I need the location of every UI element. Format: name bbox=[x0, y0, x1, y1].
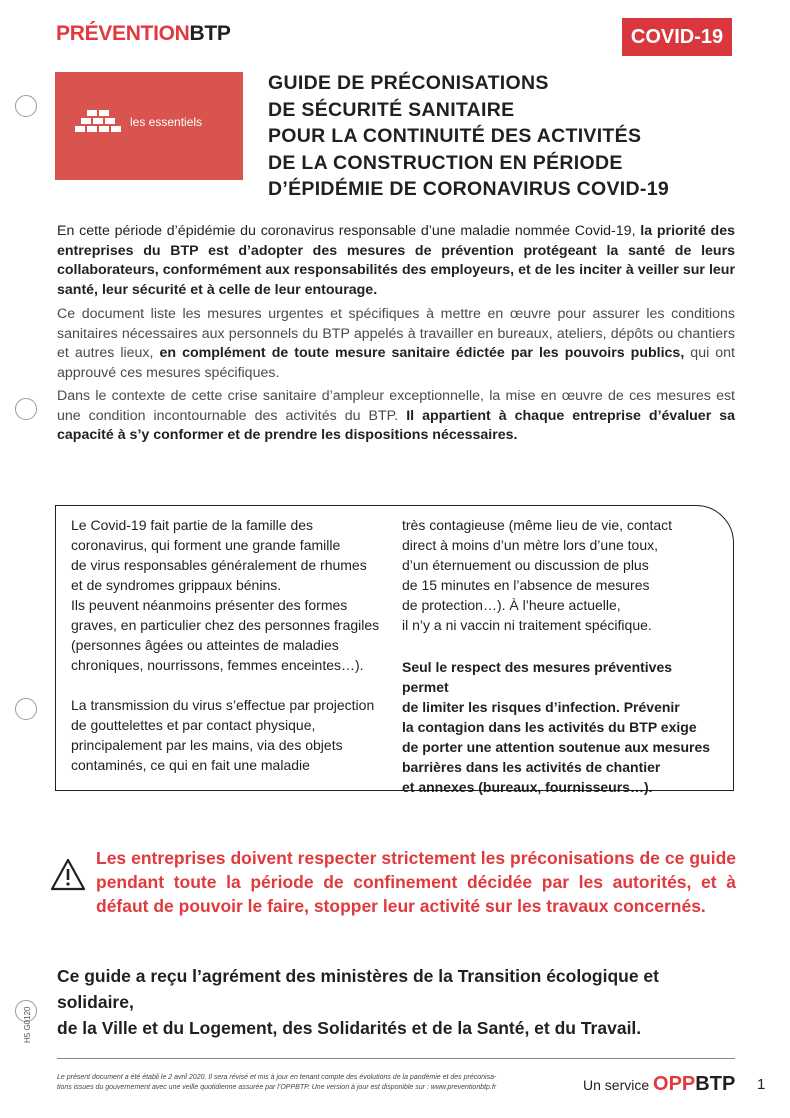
info-line: et de syndromes grippaux bénins. bbox=[71, 577, 282, 593]
essentiels-box bbox=[55, 72, 243, 180]
info-bold-line: Seul le respect des mesures préventives permet bbox=[402, 659, 673, 695]
essentiels-label: les essentiels bbox=[130, 115, 203, 129]
intro-p1-bold: la priorité des entreprises du BTP est d’adopter des mesures de prévention protégeant la santé de leurs collaborateurs, conformément aux responsabilités des employeurs, et de les inciter à veiller sur leur santé, leur sécurité et à celle de leur entourage. bbox=[57, 223, 735, 298]
warning-icon bbox=[50, 857, 86, 893]
info-line: graves, en particulier chez des personnes fragiles bbox=[71, 617, 380, 633]
info-line: direct à moins d’un mètre lors d’une toux, bbox=[402, 537, 659, 553]
footer-note bbox=[57, 1073, 577, 1093]
footer-divider bbox=[57, 1058, 735, 1059]
intro-p3-text: Dans le contexte de cette crise sanitaire d’ampleur exceptionnelle, la mise en œuvre de ces mesures est une condition incontournable des activités du BTP. bbox=[57, 388, 735, 424]
footer-note-line: Le présent document a été établi le 2 avril 2020. Il sera révisé et mis à jour en tenant compte des évolutions de la pandémie et des préconisa- bbox=[57, 1074, 497, 1081]
info-line: contaminés, ce qui en fait une maladie bbox=[71, 757, 310, 773]
info-bold-block bbox=[402, 657, 720, 797]
title-line: D’ÉPIDÉMIE DE CORONAVIRUS COVID-19 bbox=[268, 178, 669, 200]
agrement-line: Ce guide a reçu l’agrément des ministères de la Transition écologique et solidaire, bbox=[57, 966, 659, 1012]
agrement-text bbox=[57, 963, 737, 1041]
info-line-blank bbox=[71, 675, 386, 695]
title-line: POUR LA CONTINUITÉ DES ACTIVITÉS bbox=[268, 125, 642, 147]
info-line: de protection…). À l’heure actuelle, bbox=[402, 597, 621, 613]
info-bold-line: de limiter les risques d’infection. Prévenir bbox=[402, 699, 680, 715]
footer-note-line: tions issues du gouvernement avec une veille quotidienne assurée par l’OPPBTP. Une version à jour est disponible sur : www.preventionbtp.fr bbox=[57, 1084, 497, 1091]
intro-paragraph-1 bbox=[57, 222, 735, 300]
info-line: de virus responsables généralement de rhumes bbox=[71, 557, 367, 573]
binder-hole-1 bbox=[15, 95, 37, 117]
intro-p1-text: En cette période d’épidémie du coronavirus responsable d’une maladie nommée Covid-19, bbox=[57, 223, 641, 239]
bricks-icon bbox=[73, 110, 123, 142]
intro-p2-bold: en complément de toute mesure sanitaire édictée par les pouvoirs publics, bbox=[159, 345, 685, 361]
binder-hole-3 bbox=[15, 698, 37, 720]
info-line: (personnes âgées ou atteintes de maladies bbox=[71, 637, 339, 653]
oppbtp-logo-part1: OPP bbox=[653, 1073, 696, 1095]
info-line: de gouttelettes et par contact physique, bbox=[71, 717, 316, 733]
info-line: La transmission du virus s’effectue par projection bbox=[71, 697, 375, 713]
document-reference: H5 G0120 bbox=[23, 1006, 32, 1043]
info-line: coronavirus, qui forment une grande famille bbox=[71, 537, 341, 553]
info-line: très contagieuse (même lieu de vie, contact bbox=[402, 517, 673, 533]
binder-hole-2 bbox=[15, 398, 37, 420]
info-line: chroniques, nourrissons, femmes enceintes…). bbox=[71, 657, 364, 673]
intro-paragraph-3 bbox=[57, 387, 735, 446]
intro-p2-text-end: qui ont approuvé ces mesures spécifiques. bbox=[57, 345, 735, 381]
info-line: de 15 minutes en l’absence de mesures bbox=[402, 577, 650, 593]
info-line: Ils peuvent néanmoins présenter des formes bbox=[71, 597, 348, 613]
covid-badge: COVID-19 bbox=[622, 18, 732, 56]
title-line: GUIDE DE PRÉCONISATIONS bbox=[268, 72, 549, 94]
info-line: d’un éternuement ou discussion de plus bbox=[402, 557, 649, 573]
info-bold-line: barrières dans les activités de chantier bbox=[402, 759, 661, 775]
info-right-column bbox=[402, 515, 720, 797]
info-line: il n’y a ni vaccin ni traitement spécifique. bbox=[402, 617, 652, 633]
oppbtp-service-logo bbox=[583, 1073, 735, 1096]
info-line: principalement par les mains, via des objets bbox=[71, 737, 343, 753]
info-line: Le Covid-19 fait partie de la famille des bbox=[71, 517, 314, 533]
info-bold-line: de porter une attention soutenue aux mesures bbox=[402, 739, 711, 755]
title-line: DE LA CONSTRUCTION EN PÉRIODE bbox=[268, 151, 623, 174]
page-number: 1 bbox=[757, 1076, 766, 1093]
logo-part-btp: BTP bbox=[189, 22, 231, 45]
info-left-column bbox=[71, 515, 386, 775]
service-label: Un service bbox=[583, 1077, 654, 1093]
page-title bbox=[268, 70, 669, 203]
info-bold-line: et annexes (bureaux, fournisseurs…). bbox=[402, 779, 653, 795]
intro-paragraph-2 bbox=[57, 305, 735, 383]
title-line: DE SÉCURITÉ SANITAIRE bbox=[268, 98, 515, 121]
preventionbtp-logo bbox=[56, 22, 231, 46]
intro-p3-bold: Il appartient à chaque entreprise d’évaluer sa capacité à s’y conformer et de prendre les dispositions nécessaires. bbox=[57, 407, 736, 443]
warning-text: Les entreprises doivent respecter strictement les préconisations de ce guide pendant toute la période de confinement décidée par les autorités, et à défaut de pouvoir le faire, stopper leur activité sur les travaux concernés. bbox=[96, 848, 736, 916]
agrement-line: de la Ville et du Logement, des Solidarités et de la Santé, et du Travail. bbox=[57, 1018, 642, 1038]
info-bold-line: la contagion dans les activités du BTP exige bbox=[402, 719, 697, 735]
intro-p2-text: Ce document liste les mesures urgentes et spécifiques à mettre en œuvre pour assurer les conditions sanitaires nécessaires aux personnels du BTP appelés à travailler en bureaux, ateliers, dépôts ou chantiers et autres lieux, bbox=[57, 306, 735, 361]
oppbtp-logo-part2: BTP bbox=[695, 1073, 736, 1095]
logo-part-prevention: PRÉVENTION bbox=[56, 22, 190, 45]
